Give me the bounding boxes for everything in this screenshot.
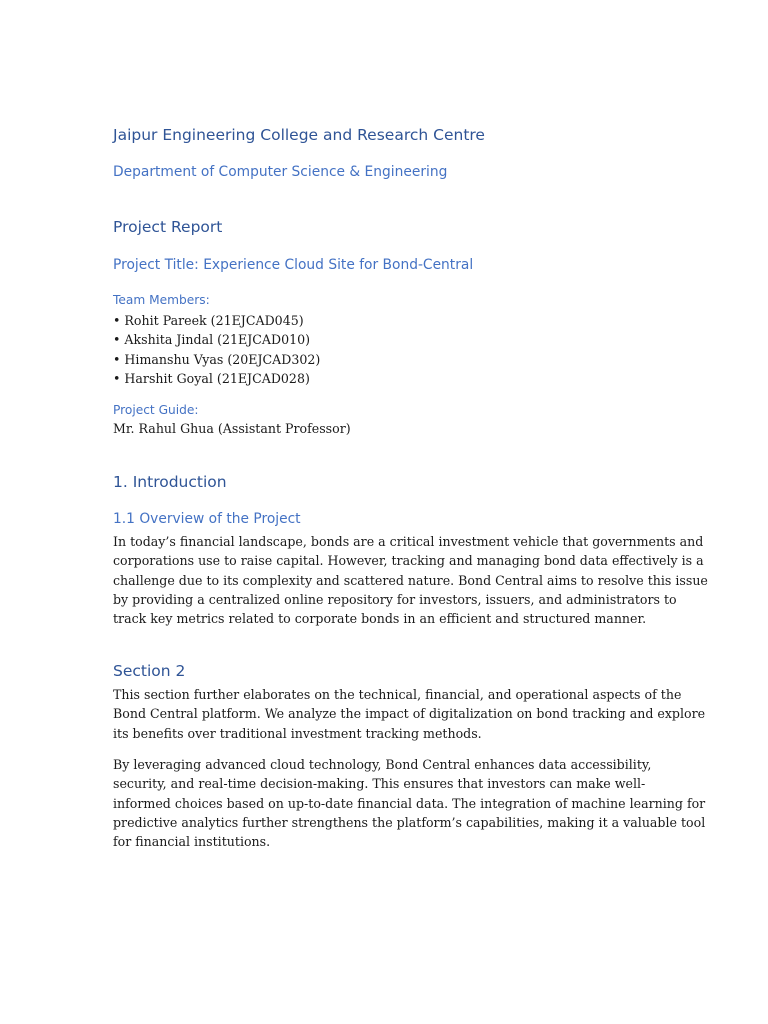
department-heading: Department of Computer Science & Engineering (113, 164, 448, 180)
paragraph-line: This section further elaborates on the technical, financial, and operational aspects of the (113, 687, 682, 702)
paragraph-line: informed choices based on up-to-date financial data. The integration of machine learning for (113, 795, 706, 811)
paragraph-line: Bond Central platform. We analyze the impact of digitalization on bond tracking and explore (113, 706, 706, 722)
overview-heading: 1.1 Overview of the Project (113, 511, 301, 527)
paragraph-line: predictive analytics further strengthens the platform’s capabilities, making it a valuable tool (113, 814, 706, 830)
college-name-heading: Jaipur Engineering College and Research Centre (113, 126, 485, 144)
paragraph-line: for financial institutions. (113, 834, 271, 850)
project-title-heading: Project Title: Experience Cloud Site for Bond-Central (113, 257, 474, 273)
section-2-heading: Section 2 (113, 662, 186, 680)
section-2-paragraph-1 (113, 685, 706, 743)
report-label-heading: Project Report (113, 218, 223, 236)
paragraph-line: In today’s financial landscape, bonds are a critical investment vehicle that governments and (113, 534, 704, 549)
team-member-item: • Harshit Goyal (21EJCAD028) (113, 370, 310, 386)
paragraph-line: By leveraging advanced cloud technology, Bond Central enhances data accessibility, (113, 757, 652, 772)
introduction-heading: 1. Introduction (113, 473, 227, 491)
project-guide-label: Project Guide: (113, 403, 199, 417)
team-member-item: • Rohit Pareek (21EJCAD045) (113, 313, 304, 328)
paragraph-line: challenge due to its complexity and scattered nature. Bond Central aims to resolve this issue (113, 572, 708, 588)
paragraph-line: track key metrics related to corporate bonds in an efficient and structured manner. (113, 611, 647, 627)
paragraph-line: corporations use to raise capital. However, tracking and managing bond data effectively is a (113, 553, 704, 569)
team-member-item: • Himanshu Vyas (20EJCAD302) (113, 351, 321, 367)
overview-paragraph (113, 532, 708, 628)
paragraph-line: its benefits over traditional investment tracking methods. (113, 725, 482, 741)
project-guide-name: Mr. Rahul Ghua (Assistant Professor) (113, 421, 351, 436)
section-2-paragraph-2 (113, 755, 706, 851)
team-member-item: • Akshita Jindal (21EJCAD010) (113, 332, 311, 348)
team-members-label: Team Members: (113, 293, 210, 307)
paragraph-line: security, and real-time decision-making. This ensures that investors can make well- (113, 776, 646, 792)
team-member-list (113, 311, 320, 388)
paragraph-line: by providing a centralized online repository for investors, issuers, and administrators to (113, 591, 677, 607)
